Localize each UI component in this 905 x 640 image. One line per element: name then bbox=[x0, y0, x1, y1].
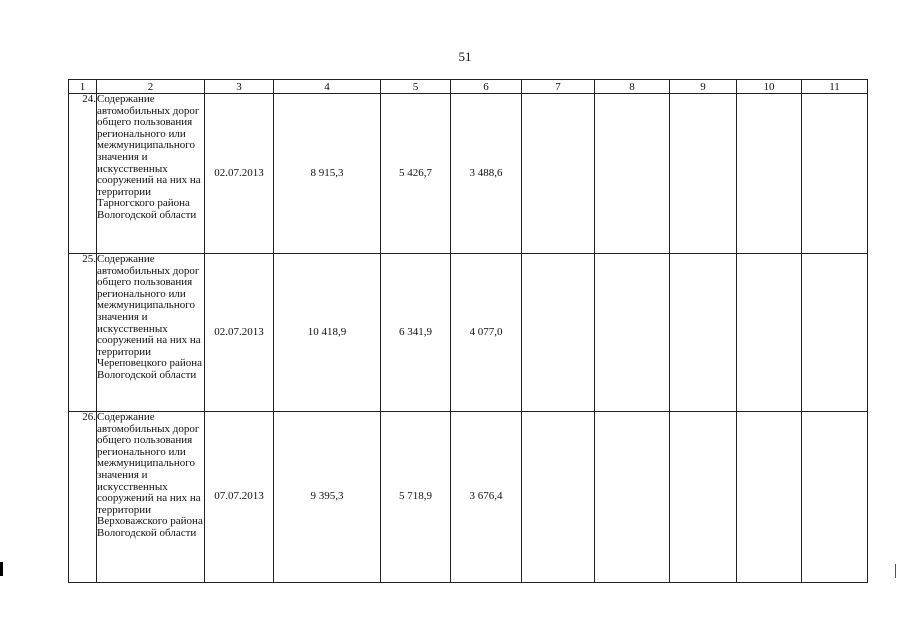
row-date: 02.07.2013 bbox=[205, 94, 274, 254]
row-col8 bbox=[595, 254, 670, 412]
table-header-row bbox=[69, 80, 868, 94]
row-number: 26. bbox=[69, 412, 97, 583]
row-number: 24. bbox=[69, 94, 97, 254]
row-col6: 4 077,0 bbox=[451, 254, 522, 412]
table-row bbox=[69, 412, 868, 583]
row-description: Содержание автомобильных дорог общего пользования регионального или межмуниципального значения и искусственных сооружений на них на территории Тарногского района Вологодской области bbox=[97, 94, 205, 254]
column-header: 6 bbox=[451, 80, 522, 94]
column-header: 10 bbox=[737, 80, 802, 94]
column-header: 7 bbox=[522, 80, 595, 94]
row-col11 bbox=[802, 412, 868, 583]
row-col8 bbox=[595, 412, 670, 583]
row-col5: 5 426,7 bbox=[381, 94, 451, 254]
column-header: 11 bbox=[802, 80, 868, 94]
row-col9 bbox=[670, 412, 737, 583]
row-col10 bbox=[737, 254, 802, 412]
column-header: 4 bbox=[274, 80, 381, 94]
column-header: 8 bbox=[595, 80, 670, 94]
row-col9 bbox=[670, 254, 737, 412]
column-header: 2 bbox=[97, 80, 205, 94]
row-col11 bbox=[802, 254, 868, 412]
row-col8 bbox=[595, 94, 670, 254]
row-col5: 6 341,9 bbox=[381, 254, 451, 412]
row-col4: 8 915,3 bbox=[274, 94, 381, 254]
row-date: 02.07.2013 bbox=[205, 254, 274, 412]
row-number: 25. bbox=[69, 254, 97, 412]
row-col4: 9 395,3 bbox=[274, 412, 381, 583]
scan-edge-mark-left bbox=[0, 562, 3, 576]
column-header: 5 bbox=[381, 80, 451, 94]
row-col10 bbox=[737, 94, 802, 254]
row-col6: 3 676,4 bbox=[451, 412, 522, 583]
row-col9 bbox=[670, 94, 737, 254]
column-header: 1 bbox=[69, 80, 97, 94]
data-table bbox=[68, 79, 868, 583]
row-col5: 5 718,9 bbox=[381, 412, 451, 583]
page-number: 51 bbox=[458, 49, 472, 64]
row-col4: 10 418,9 bbox=[274, 254, 381, 412]
row-col7 bbox=[522, 94, 595, 254]
row-col7 bbox=[522, 254, 595, 412]
row-description: Содержание автомобильных дорог общего пользования регионального или межмуниципального значения и искусственных сооружений на них на территории Череповецкого района Вологодской области bbox=[97, 254, 205, 412]
column-header: 3 bbox=[205, 80, 274, 94]
row-col11 bbox=[802, 94, 868, 254]
row-col6: 3 488,6 bbox=[451, 94, 522, 254]
scan-edge-mark-right bbox=[895, 564, 896, 578]
row-date: 07.07.2013 bbox=[205, 412, 274, 583]
table-row bbox=[69, 254, 868, 412]
row-description: Содержание автомобильных дорог общего пользования регионального или межмуниципального значения и искусственных сооружений на них на территории Верховажского района Вологодской области bbox=[97, 412, 205, 583]
column-header: 9 bbox=[670, 80, 737, 94]
row-col7 bbox=[522, 412, 595, 583]
row-col10 bbox=[737, 412, 802, 583]
table-row bbox=[69, 94, 868, 254]
